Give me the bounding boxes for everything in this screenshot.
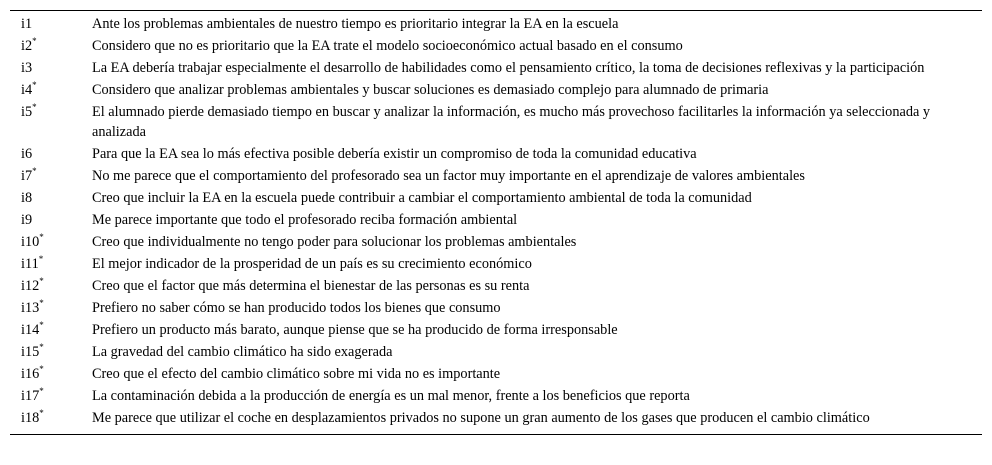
item-text: Creo que el efecto del cambio climático sobre mi vida no es importante	[92, 366, 501, 382]
reverse-marker: *	[39, 276, 44, 287]
item-id: i12	[21, 278, 40, 294]
item-id-cell	[10, 101, 92, 143]
item-id-cell	[10, 35, 92, 57]
item-id: i13	[21, 300, 40, 316]
reverse-marker: *	[38, 254, 44, 265]
table-row	[10, 165, 982, 187]
item-text: La contaminación debida a la producción de energía es un mal menor, frente a los beneficios que reporta	[92, 388, 690, 404]
item-id-cell	[10, 79, 92, 101]
item-id: i18	[21, 410, 40, 426]
table-row	[10, 253, 982, 275]
reverse-marker: *	[39, 364, 44, 375]
item-id: i4	[21, 82, 33, 98]
item-id-cell	[10, 297, 92, 319]
item-text: Para que la EA sea lo más efectiva posible debería existir un compromiso de toda la comunidad educativa	[92, 146, 697, 162]
item-id: i5	[21, 104, 33, 120]
item-text: Me parece importante que todo el profesorado reciba formación ambiental	[92, 212, 518, 228]
item-id: i9	[21, 212, 33, 228]
item-id: i1	[21, 16, 33, 32]
table-row	[10, 57, 982, 79]
item-text: Prefiero no saber cómo se han producido todos los bienes que consumo	[92, 300, 501, 316]
item-id: i6	[21, 146, 33, 162]
item-id-cell	[10, 143, 92, 165]
table-row	[10, 297, 982, 319]
table-row	[10, 143, 982, 165]
item-id-cell	[10, 187, 92, 209]
item-text: Ante los problemas ambientales de nuestro tiempo es prioritario integrar la EA en la escuela	[92, 16, 619, 32]
table-row	[10, 319, 982, 341]
reverse-marker: *	[39, 232, 44, 243]
item-id: i10	[21, 234, 40, 250]
table-row	[10, 385, 982, 407]
item-id-cell	[10, 11, 92, 36]
item-id: i7	[21, 168, 33, 184]
item-id: i14	[21, 322, 40, 338]
table-row	[10, 35, 982, 57]
reverse-marker: *	[39, 298, 44, 309]
table-row	[10, 231, 982, 253]
table-row	[10, 79, 982, 101]
reverse-marker: *	[39, 386, 44, 397]
item-text: Creo que individualmente no tengo poder para solucionar los problemas ambientales	[92, 234, 577, 250]
item-id-cell	[10, 275, 92, 297]
item-text: Considero que no es prioritario que la EA trate el modelo socioeconómico actual basado en el consumo	[92, 38, 683, 54]
item-id-cell	[10, 57, 92, 79]
item-id-cell	[10, 385, 92, 407]
item-id: i11	[21, 256, 39, 272]
reverse-marker: *	[32, 166, 37, 177]
reverse-marker: *	[32, 102, 37, 113]
item-text: Creo que incluir la EA en la escuela puede contribuir a cambiar el comportamiento ambiental de toda la comunidad	[92, 190, 752, 206]
item-id-cell	[10, 165, 92, 187]
item-id: i16	[21, 366, 40, 382]
items-table-body	[10, 11, 982, 435]
item-text: Creo que el factor que más determina el bienestar de las personas es su renta	[92, 278, 530, 294]
items-table-container	[10, 10, 982, 435]
reverse-marker: *	[39, 320, 44, 331]
item-id: i15	[21, 344, 40, 360]
item-text: La EA debería trabajar especialmente el desarrollo de habilidades como el pensamiento crítico, la toma de decisiones reflexivas y la participación	[92, 60, 925, 76]
table-row	[10, 101, 982, 143]
item-text: Me parece que utilizar el coche en desplazamientos privados no supone un gran aumento de los gases que producen el cambio climático	[92, 410, 870, 426]
item-text: Prefiero un producto más barato, aunque piense que se ha producido de forma irresponsable	[92, 322, 618, 338]
item-id-cell	[10, 363, 92, 385]
item-id-cell	[10, 319, 92, 341]
table-row	[10, 275, 982, 297]
item-text: La gravedad del cambio climático ha sido exagerada	[92, 344, 393, 360]
item-id: i17	[21, 388, 40, 404]
reverse-marker: *	[32, 36, 37, 47]
item-id: i2	[21, 38, 33, 54]
item-id-cell	[10, 341, 92, 363]
table-row	[10, 407, 982, 435]
item-id-cell	[10, 253, 92, 275]
item-id-cell	[10, 209, 92, 231]
item-text: Considero que analizar problemas ambientales y buscar soluciones es demasiado complejo para alumnado de primaria	[92, 82, 769, 98]
table-row	[10, 209, 982, 231]
table-row	[10, 11, 982, 36]
table-row	[10, 187, 982, 209]
items-table	[10, 10, 982, 435]
item-id: i3	[21, 60, 33, 76]
item-id-cell	[10, 231, 92, 253]
table-row	[10, 341, 982, 363]
item-text: No me parece que el comportamiento del profesorado sea un factor muy importante en el aprendizaje de valores ambientales	[92, 168, 805, 184]
item-text: El alumnado pierde demasiado tiempo en buscar y analizar la información, es mucho más provechoso facilitarles la información ya seleccionada y analizada	[92, 104, 931, 140]
reverse-marker: *	[39, 342, 44, 353]
reverse-marker: *	[32, 80, 37, 91]
table-row	[10, 363, 982, 385]
item-id-cell	[10, 407, 92, 435]
item-text: El mejor indicador de la prosperidad de un país es su crecimiento económico	[92, 256, 532, 272]
item-id: i8	[21, 190, 33, 206]
reverse-marker: *	[39, 408, 44, 419]
